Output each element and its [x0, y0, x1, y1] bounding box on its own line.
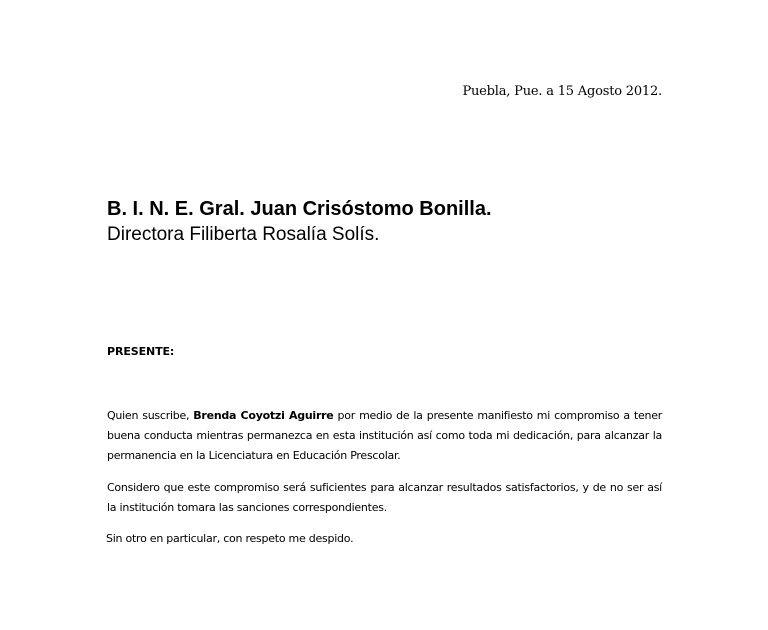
paragraph-consideration: Considero que este compromiso será suficientes para alcanzar resultados satisfactorios, y de no ser así la institución tomara las sanciones correspondientes.	[107, 481, 662, 514]
paragraph-commitment	[107, 406, 662, 466]
paragraph-commitment-intro: Quien suscribe,	[107, 409, 194, 422]
signer-name: Brenda Coyotzi Aguirre	[193, 409, 334, 422]
closing-line: Sin otro en particular, con respeto me despido.	[106, 532, 354, 545]
salutation: PRESENTE:	[107, 345, 175, 358]
recipient-institution: B. I. N. E. Gral. Juan Crisóstomo Bonilla.	[107, 198, 492, 220]
recipient-block	[107, 196, 492, 248]
recipient-director: Directora Filiberta Rosalía Solís.	[107, 224, 380, 245]
letter-date: Puebla, Pue. a 15 Agosto 2012.	[462, 84, 662, 99]
paragraph-commitment-body: por medio de la presente manifiesto mi compromiso a tener buena conducta mientras permanezca en esta institución así como toda mi dedicación, para alcanzar la permanencia en la Licenciatura en Educación Prescolar.	[107, 409, 662, 462]
